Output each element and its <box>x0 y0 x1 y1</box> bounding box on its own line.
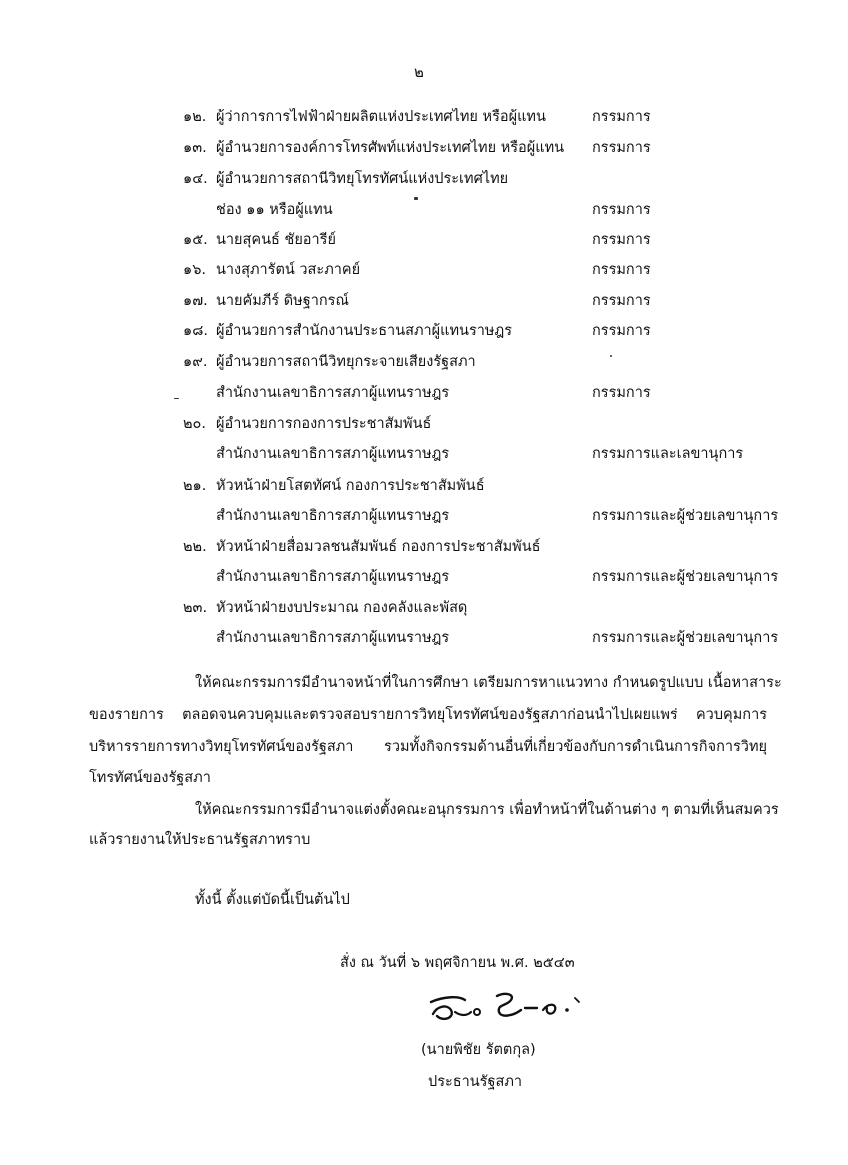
member-role: กรรมการ <box>592 262 651 278</box>
member-number: ๑๗. <box>183 293 208 309</box>
member-title: ผู้อำนวยการสถานีวิทยุโทรทัศน์แห่งประเทศไทย <box>216 171 509 187</box>
member-title: ผู้ว่าการการไฟฟ้าฝ่ายผลิตแห่งประเทศไทย หรือผู้แทน <box>216 109 546 125</box>
paragraph-line <box>89 704 767 726</box>
member-role: กรรมการ <box>592 323 651 339</box>
member-number: ๑๒. <box>183 109 207 125</box>
member-title: นางสุภารัตน์ วสะภาคย์ <box>216 262 361 278</box>
member-role: กรรมการ <box>592 293 651 309</box>
paragraph-line: แล้วรายงานให้ประธานรัฐสภาทราบ <box>89 832 311 848</box>
member-title-continuation: สำนักงานเลขาธิการสภาผู้แทนราษฎร <box>216 569 450 585</box>
paragraph-fragment: รวมทั้งกิจกรรมด้านอื่นที่เกี่ยวข้องกับการดำเนินการกิจการวิทยุ <box>384 739 767 755</box>
member-title: หัวหน้าฝ่ายโสตทัศน์ กองการประชาสัมพันธ์ <box>216 478 485 494</box>
member-title: นายคัมภีร์ ดิษฐากรณ์ <box>216 293 349 309</box>
paragraph-line <box>89 736 767 758</box>
member-title: นายสุคนธ์ ชัยอารีย์ <box>216 232 336 248</box>
order-date: สั่ง ณ วันที่ ๖ พฤศจิกายน พ.ศ. ๒๕๔๓ <box>340 955 575 971</box>
member-title: หัวหน้าฝ่ายงบประมาณ กองคลังและพัสดุ <box>216 600 468 616</box>
member-title: ผู้อำนวยการกองการประชาสัมพันธ์ <box>216 416 432 432</box>
member-number: ๑๔. <box>183 171 208 187</box>
member-title: ผู้อำนวยการองค์การโทรศัพท์แห่งประเทศไทย หรือผู้แทน <box>216 140 565 156</box>
member-number: ๑๙. <box>183 354 208 370</box>
paragraph-fragment: ควบคุมการ <box>695 707 767 723</box>
paragraph-line: โทรทัศน์ของรัฐสภา <box>89 770 211 786</box>
member-number: ๑๖. <box>183 262 207 278</box>
member-title-continuation: สำนักงานเลขาธิการสภาผู้แทนราษฎร <box>216 630 450 646</box>
scan-speck <box>610 355 612 357</box>
member-title-continuation: สำนักงานเลขาธิการสภาผู้แทนราษฎร <box>216 446 450 462</box>
member-title: ผู้อำนวยการสถานีวิทยุกระจายเสียงรัฐสภา <box>216 354 476 370</box>
member-role: กรรมการ <box>592 202 651 218</box>
member-title: หัวหน้าฝ่ายสื่อมวลชนสัมพันธ์ กองการประชาสัมพันธ์ <box>216 539 541 555</box>
member-number: ๒๐. <box>183 416 207 432</box>
paragraph-line: ให้คณะกรรมการมีอำนาจแต่งตั้งคณะอนุกรรมการ เพื่อทำหน้าที่ในด้านต่าง ๆ ตามที่เห็นสมควร <box>195 802 779 818</box>
member-role: กรรมการและผู้ช่วยเลขานุการ <box>592 569 779 585</box>
signer-title: ประธานรัฐสภา <box>428 1074 523 1090</box>
member-role: กรรมการและผู้ช่วยเลขานุการ <box>592 508 779 524</box>
member-number: ๑๘. <box>183 323 208 339</box>
member-number: ๒๑. <box>183 478 207 494</box>
member-role: กรรมการ <box>592 109 651 125</box>
member-number: ๒๓. <box>183 600 208 616</box>
paragraph-fragment: บริหารรายการทางวิทยุโทรทัศน์ของรัฐสภา <box>89 739 354 755</box>
scan-speck <box>414 197 418 200</box>
signature-scribble-icon <box>425 986 585 1032</box>
member-role: กรรมการ <box>592 385 651 401</box>
member-title-continuation: สำนักงานเลขาธิการสภาผู้แทนราษฎร <box>216 508 450 524</box>
member-role: กรรมการและผู้ช่วยเลขานุการ <box>592 630 779 646</box>
member-number: ๑๓. <box>183 140 207 156</box>
member-number: ๒๒. <box>183 539 207 555</box>
member-number: ๑๕. <box>183 232 208 248</box>
paragraph-fragment: ตลอดจนควบคุมและตรวจสอบรายการวิทยุโทรทัศน์ของรัฐสภาก่อนนำไปเผยแพร่ <box>182 707 678 723</box>
member-role: กรรมการและเลขานุการ <box>592 446 744 462</box>
page-number: ๒ <box>414 63 424 81</box>
member-role: กรรมการ <box>592 140 651 156</box>
member-role: กรรมการ <box>592 232 651 248</box>
member-title: ผู้อำนวยการสำนักงานประธานสภาผู้แทนราษฎร <box>216 323 512 339</box>
paragraph-fragment: ของรายการ <box>89 707 164 723</box>
member-title-continuation: สำนักงานเลขาธิการสภาผู้แทนราษฎร <box>216 385 450 401</box>
member-title-continuation: ช่อง ๑๑ หรือผู้แทน <box>216 202 333 218</box>
effective-clause: ทั้งนี้ ตั้งแต่บัดนี้เป็นต้นไป <box>195 892 350 908</box>
scan-speck <box>174 398 179 399</box>
paragraph-line: ให้คณะกรรมการมีอำนาจหน้าที่ในการศึกษา เตรียมการหาแนวทาง กำหนดรูปแบบ เนื้อหาสาระ <box>195 675 782 691</box>
signer-name: (นายพิชัย รัตตกุล) <box>421 1042 536 1058</box>
